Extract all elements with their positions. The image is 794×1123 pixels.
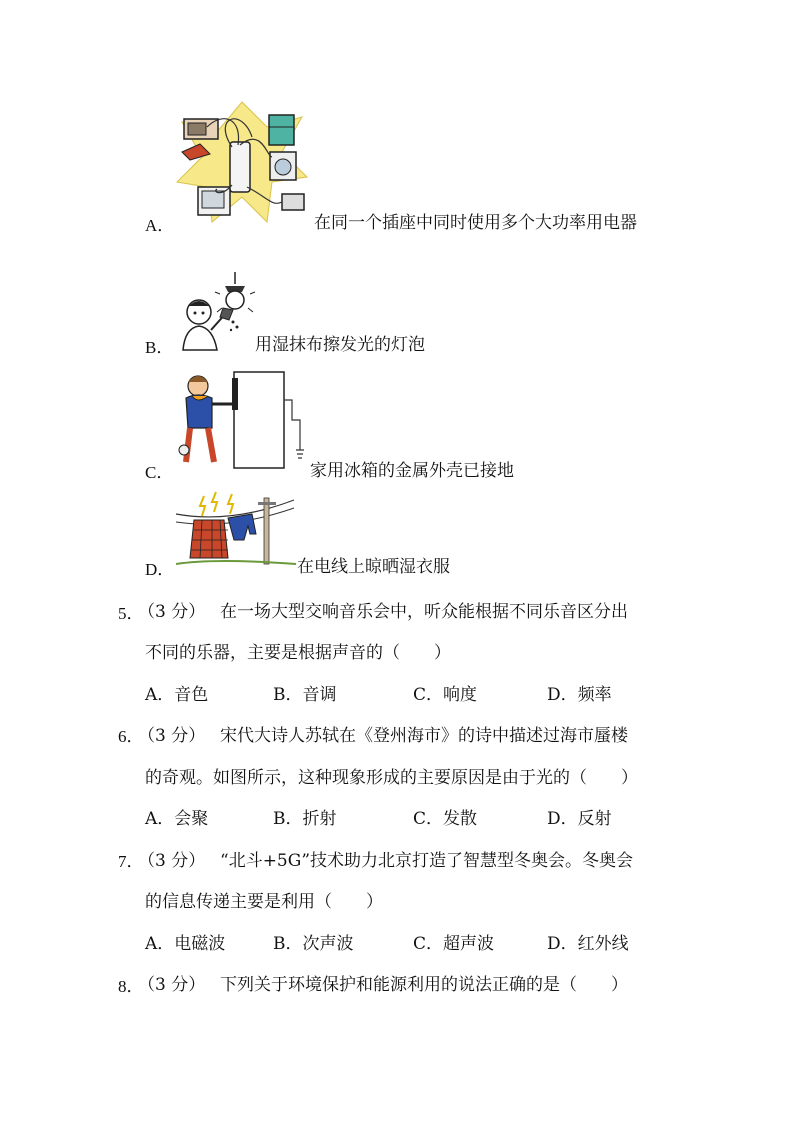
q5-option-b: B．音调: [273, 685, 337, 705]
wet-cloth-bulb-icon: [175, 272, 255, 352]
q7-score: （3 分）: [138, 851, 206, 871]
q5-option-a: A．音色: [145, 685, 209, 705]
option-d-letter: D．: [145, 560, 175, 579]
q5-stem-line1: 在一场大型交响音乐会中，听众能根据不同乐音区分出: [220, 602, 628, 622]
q7-option-a: A．电磁波: [145, 934, 226, 954]
q7-option-d: D．红外线: [547, 934, 629, 954]
power-strip-overload-icon: [172, 97, 312, 227]
option-a-letter: A．: [145, 216, 175, 235]
clothes-on-wire-icon: [176, 492, 296, 567]
q6-option-b: B．折射: [273, 809, 337, 829]
q8-number: 8．: [118, 977, 144, 996]
q6-option-a: A．会聚: [145, 809, 209, 829]
q5-option-c: C．响度: [413, 685, 478, 705]
q5-option-d: D．频率: [547, 685, 612, 705]
q6-option-d: D．反射: [547, 809, 612, 829]
option-b-letter: B．: [145, 338, 174, 357]
option-b-text: 用湿抹布擦发光的灯泡: [255, 335, 425, 355]
q6-stem-line2: 的奇观。如图所示，这种现象形成的主要原因是由于光的（ ）: [145, 768, 638, 788]
q7-option-c: C．超声波: [413, 934, 495, 954]
q8-stem-line1: 下列关于环境保护和能源利用的说法正确的是（ ）: [220, 975, 628, 995]
option-d-text: 在电线上晾晒湿衣服: [297, 557, 450, 577]
q7-number: 7．: [118, 852, 144, 871]
q8-score: （3 分）: [138, 975, 206, 995]
q7-option-b: B．次声波: [273, 934, 354, 954]
q5-stem-line2: 不同的乐器，主要是根据声音的（ ）: [145, 643, 451, 663]
option-c-letter: C．: [145, 463, 174, 482]
grounded-fridge-icon: [178, 370, 308, 470]
q7-stem-line1: “北斗+5G”技术助力北京打造了智慧型冬奥会。冬奥会: [220, 851, 634, 871]
q6-score: （3 分）: [138, 726, 206, 746]
q6-number: 6．: [118, 727, 144, 746]
option-a-text: 在同一个插座中同时使用多个大功率用电器: [314, 213, 637, 233]
q5-number: 5．: [118, 604, 144, 623]
q5-score: （3 分）: [138, 602, 206, 622]
q7-stem-line2: 的信息传递主要是利用（ ）: [145, 892, 383, 912]
option-c-text: 家用冰箱的金属外壳已接地: [310, 461, 514, 481]
q6-option-c: C．发散: [413, 809, 478, 829]
q6-stem-line1: 宋代大诗人苏轼在《登州海市》的诗中描述过海市蜃楼: [220, 726, 628, 746]
